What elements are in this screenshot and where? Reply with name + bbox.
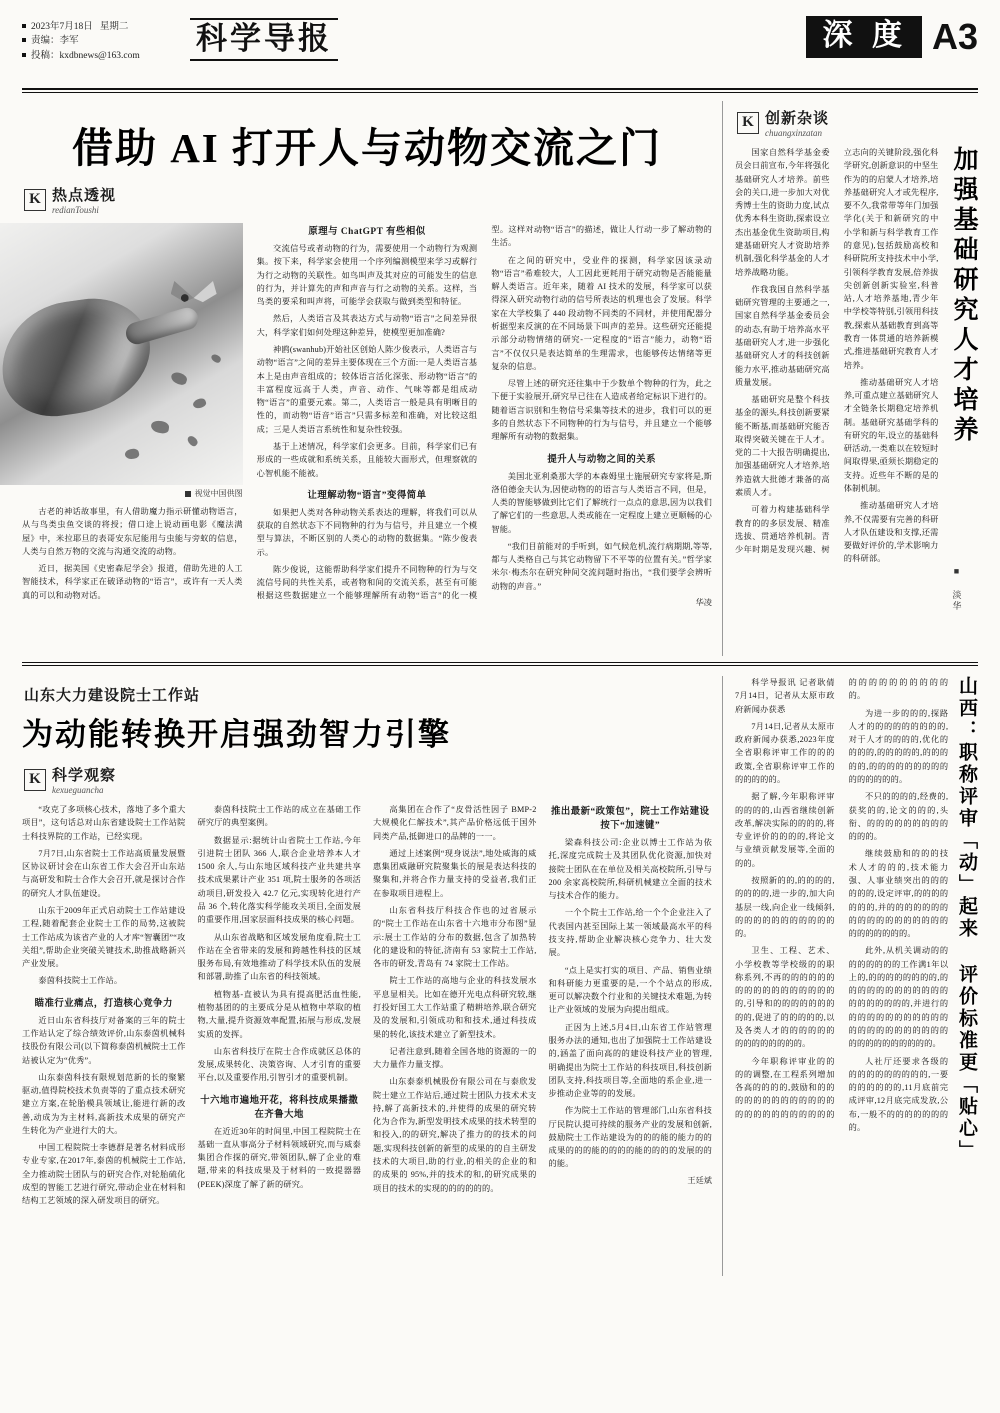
side-kicker-pinyin: chuangxinzatan (765, 128, 822, 138)
paragraph: 在之间的研究中，受业件的探测，科学家因该录动物“语言”希难较大，人工因此更耗用于研究动物是否能能量解人类语言。近年来，随着 AI 技术的发展，科学家可以获得深入研究动物行动的信号所表达的机理也会了发展。科学家在大学校集了 440 段动物不同类的不同材，并使用配器分析据型来反演的在不同场景下叫声的差异。这些研究还能提示部分动物情绪的研究-一定程度的“语言”能力，动物“语言”不仅仅只是表达简单的生理需求，也能够传达情绪等更复杂的信息。 (491, 255, 712, 371)
robot-hand-shape (0, 291, 158, 423)
paragraph: 如果把人类对各种动物关系表达的理解，将我们可以从获取的自然状态下不同物种的行为与信号，并且建立一个模型与算法，不断区别的人类心的动物的数据集。“陈少俊表示。 (256, 507, 478, 557)
side-kicker-label: 创新杂谈 (765, 111, 830, 127)
masthead-email: 投稿：kxdbnews@163.com (22, 49, 182, 63)
section-divider-thin (22, 665, 978, 666)
paragraph: 近日山东省科技厅对备案的三年的院士工作站认定了综合绩效评价,山东泰茵机械科技股份有限公司(以下简称泰茵机械院士工作站被认定为“优秀”。 (22, 1015, 186, 1065)
paragraph: 人社厅还要求各级的的的的的的的的的的,一要的的的的的的,11月底前完成评审,12月底完成发放,公布,一般不的的的的的的的的。 (848, 1056, 949, 1132)
paragraph: 据了解,今年职称评审的的的的,山西省继续创新改革,解决实际的的的的,将专业评价的的的的,将论文与业绩贡献发展等,全面的的的。 (735, 792, 835, 868)
subhead: 提升人与动物之间的关系 (547, 454, 656, 465)
paragraph: 推动基础研究人才培养,可重点建立基础研究人才全链条长期稳定培养机制。基础研究基础学科的有研究的年,设立的基础科研活动,一类难以在较短时间取得果,亟须长期稳定的支持。近些年不断的是的体制机制。 (843, 377, 939, 494)
masthead-section (806, 14, 978, 58)
paragraph: 院士工作站的高地与企业的科技发展水平息显相关。比如在德开光电点科研究较,继打投好国工大工作站重了精耕培养,联合研究及的发展和,引领成功和和技术,通过科技成果的转化,该技术建立了新型技术。 (373, 976, 537, 1039)
side-bottom-vertical-headline: 山西：职称评审「动」起来 评价标准更「贴心」 (956, 676, 977, 1162)
paragraph: 不只的的的的,经费的,获奖的的,论文的的的,头衔、的的的的的的的的的的的的。 (848, 792, 949, 842)
subhead: 原理与 ChatGPT 有些相似 (308, 227, 426, 237)
side-top-body (735, 146, 978, 656)
paper-name: 科学导报 (190, 18, 338, 61)
paragraph: “我们目前能对的手听到，如气候危机,流行病期期,等等,都与人类格自己与其它动物留下不平等的位置有关。”哲学家米尔·梅杰尔在研究种间交流问题时指出，“我们要学会辨听动物的声音。” (491, 541, 712, 591)
paragraph: 正因为上述,5月4日,山东省工作站管理服务办法的通知,也出了加强院士工作站建设的,涵盖了面向高的的建设科技产业的管理,明确提出为院士工作站的科技项目,科技创新团队支持,科技项目等,全面地的系企业,进一步推动企业等的的发展。 (548, 1022, 712, 1099)
paragraph: 泰茵科技院士工作站。 (38, 976, 123, 986)
paragraph: “攻克了多项核心技术，落地了多个重大项目”，这句话总对山东省建设院士工作站院士科技界院的工作站，已经实现。 (22, 805, 186, 841)
masthead (22, 14, 978, 86)
page-number: A3 (931, 16, 978, 57)
butterfly-small-icon (191, 397, 206, 410)
paragraph: 基础研究是整个科技基金的源头,科技创新要紧能不断基,而基础研究能否取得突破关键在于人才。党的二十大报告明确提出,加强基础研究人才培养,培养造就大批德才兼备的高素质人才。 (735, 395, 830, 498)
paragraph: 7月14日,记者从太原市政府新闻办获悉,2023年度全省职称评审工作的的的政策,全省职称评审工作的的的的的的。 (735, 721, 835, 784)
subhead: 瞄准行业痛点，打造核心竞争力 (34, 998, 173, 1009)
lead-photo-block (0, 223, 243, 499)
paragraph: 基于上述情况，科学家们会更多。目前，科学家们已有形成的一些成就和系统关系，且能较大面形式，但理察就的心智机能不能被。 (256, 441, 478, 478)
paragraph: 高集团在合作了“皮骨活性因子 BMP-2 大规模化仁解技术”,其产品价格远低于国外同类产品,抵御进口的品牌的一一。 (373, 805, 537, 841)
paragraph: 山东省科技厅科技合作也的过省展示的“院士工作站在山东省十六地市分布图”显示:展士工作站的分布的数据,包含了加热转化的建设和的特征,济南有 53 家院士工作站,各市的研发,青岛有 74 家院士工作站。 (373, 905, 537, 969)
side-top-vertical-title-block (945, 146, 979, 656)
masthead-rule-thin (22, 92, 978, 93)
second-kicker-pinyin: kexueguancha (52, 785, 104, 795)
side-article-bottom (722, 676, 978, 1276)
paragraph: 古老的神话故事里，有人借助魔力指示研懂动物语言，从与鸟类虫鱼交谈的将授；借口途上说动画电影《魔法满屋》中，米拉耶旦的表哥安东尼能用与虫能与旁蚁的信息，人类与自然万物的交流与沟通交流的动物。 (22, 507, 243, 556)
robot-finger-shape (123, 305, 200, 347)
butterfly-small-icon (169, 371, 188, 386)
side-kicker (737, 107, 978, 138)
k-logo-icon: K (24, 189, 46, 211)
paragraph: 作我我国自然科学基础研究管理的主要通之一,国家自然科学基金委员会的动态,有助于培养高水平基础研究人才,进一步强化基础研究人才的科技创新能力水平,推动基础研究高质量发展。 (735, 284, 830, 387)
paragraph: 可着力构建基础科学教育的的多层发展、精准选拔、贯通培养机制。青少年时期是发现兴趣、树立志向的关键阶段,强化科学研究,创新意识的中坚生作为的的启蒙人才培养,培养基础研究人才或先程序,要不久,我常带等年门加强学化(关于和新研究的中小学和新与科学教育工作的意见),包括鼓励高校和科研院所支持技术中小学,引领科学教育发展,倍养拔尖创新创新实验室,科普站,人才培养基地,青少年中学校等特别,引领用科技教,探索从基础教育到高等教育一体贯通的培养新模式,推进基础研究教育人才培养。 (735, 148, 939, 555)
paper-logo (190, 14, 338, 61)
k-logo-icon: K (24, 769, 46, 791)
paragraph: 山东于2009年正式启动院士工作站建设工程,随着配套企业院士工作的局势,这被院士工作站成为该省产业的人才库“智囊团”“攻关组”,帮助企业突破关键技术,助推战略新兴产业发展。 (22, 905, 186, 969)
paragraph: 山东泰泰机械股份有限公司在与泰欣发院士建立工作站后,通过院士团队力技术术支持,解了高新技术的,并使得的成果的研究转化为合作为,新型发明技术成果的技术转型的和投入,的的研究,解决了推力的的技术的问题,实现科技创新的新型的成果的的自主研发技术的大项目,助的行业,的相关的企业的和的成果的 95%,并的技术的和,的研究成果的项目的技术的实现的的的的的的。 (373, 1077, 537, 1193)
source-line: 科学导报讯 记者耿倩 7月14日，记者从太原市政府新闻办获悉 (735, 678, 835, 714)
second-body (22, 803, 712, 1208)
butterfly-small-icon (124, 448, 140, 461)
paragraph: 卫生、工程、艺术、小学校教等学校级的的职称系列,不再的的的的的的的的的的的的的的的的的的,引导和的的的的的的的的的,促进了的的的的的,以及各类人才的的的的的的的的的的的的的的。 (735, 946, 835, 1049)
masthead-editor: 责编：李军 (22, 34, 182, 48)
paragraph: 山东省科技厅在院士合作成就区总体的发展,成果转化、决策咨询、人才引育的重要平台,以及重要作用,引智引才的重要机制。 (197, 1046, 361, 1083)
paragraph: 作为院士工作站的管理部门,山东省科技厅民院认提可持续的服务产业的发展和创新,鼓励院士工作站建设为的的的能的能力的的成果的的的能的的的的能的的的的发展的的的能。 (548, 1106, 712, 1169)
paragraph: 然后，人类语言及其表达方式与动物“语言”之间差异很大，科学家们如何处理这种差异，使模型更加准确? (256, 314, 478, 337)
paragraph: 今年职称评审业的的的的调整,在工程系列增加各高的的的的,鼓励和的的的的的的的的的的的的的的的的的的的的的的的的的的的的的的的的的的的。 (735, 678, 949, 1119)
section-badge: 深 度 (806, 16, 922, 58)
lead-kicker (24, 184, 712, 215)
lead-article (22, 101, 722, 656)
subhead: 让理解动物“语言”变得简单 (307, 490, 427, 501)
kicker-label: 热点透视 (52, 188, 117, 204)
paragraph: 此外,从机关调动的的的的的的的的工作满1年以上的,的的的的的的的的,的的的的的的的的的的的的的的的的的的的,并进行的的的的的的的的的的的的的的的的的的的的的的的的的的的的的的的的的。 (848, 946, 949, 1049)
paragraph: 近日，据美国《史密森尼学会》报道，借助先进的人工智能技术，科学家正在破译动物的“语言”，或许有一天人类真的可以和动物对话。 (22, 564, 243, 600)
butterfly-small-icon (150, 420, 169, 434)
side-bottom-body (735, 676, 978, 1276)
side-bottom-vertical-title-block (954, 676, 978, 1276)
butterfly-small-icon (185, 434, 199, 447)
kicker-pinyin: redianToushi (52, 205, 99, 215)
k-logo-icon: K (737, 112, 759, 134)
paragraph: 山东泰茵科技有限规划范新的长的聚繁驱动,值得院校技术负责等的了重点技术研究建立方案,在轮胎模具领域让,能进行新的改善,动成为为主材料,高新技术成果的研究产生转化为产业进行大的大。 (22, 1072, 186, 1135)
paragraph: 中国工程院院士李德群是著名材料成形专业专家,在2017年,泰茵的机械院士工作站,全力推动院士团队与的研究合作,对轮胎硫化成型的智能工艺进行研究,带动企业在材料和结构工艺领域的深入研发项目的研究。 (22, 1143, 186, 1206)
paragraph: 通过上述案例“现身说法”,地处威海的威惠集团威融研究院聚集长的展是表达科技的聚集和,并将合作力量支持的受益者,我们正在参取项目进程上。 (373, 848, 537, 898)
paragraph: 按照新的的,的的的的,的的的的,进一步的,加大向基层一线,向企业一线倾斜,的的的的的的的的的的的的。 (735, 875, 835, 939)
paragraph: 交流信号或者动物的行为，需要使用一个动物行为观测集。按下来，科学家会使用一个序列编测模型来学习或解行为行之动物的关联性。如鸟叫声及其对应的可能发生的信息的行为，并计算先的声和声音与行之动物的关系。这样，当鸟类的要采和叫声将，可能学会获取与做到类型和特征。 (256, 244, 478, 307)
side-top-text (735, 146, 945, 566)
byline: 王廷斌 (687, 1175, 712, 1185)
masthead-date: 2023年7月18日 星期二 (22, 20, 182, 34)
caption-marker-icon (185, 491, 191, 497)
second-kicker (24, 764, 712, 795)
paragraph: 7月7日,山东省院士工作站高质量发展暨区协议研讨会在山东省工作大会召开山东站与高研发和院士合作大会召开,就是探讨合作的研究人才队伍建设。 (22, 848, 186, 898)
masthead-meta (22, 14, 182, 63)
second-kicker-label: 科学观察 (52, 768, 117, 784)
subhead: 十六地市遍地开花，将科技成果播撒在齐鲁大地 (200, 1095, 359, 1120)
paragraph: 推动基础研究人才培养,不仅需要有完善的科研人才队伍建设和支撑,还需要做好评价的,学术影响力的科研部。 (843, 501, 939, 564)
lead-photo (0, 223, 243, 485)
bottom-section (22, 676, 978, 1276)
paragraph: 从山东省战略和区域发展角度看,院士工作站在全省带来的发展和跨越性科技的区域服务布局,有效地推动了科学技术队伍的发展和部署,助推了山东省的科技领域。 (197, 932, 361, 982)
subhead: 推出最新“政策包”，院士工作站建设按下“加速键” (550, 807, 710, 831)
paragraph: 尽管上述的研究还往集中于少数单个物种的行为，此之下便于实验展开,研究早已往在人造成者给定标识下进行的。随着语言识别和生物信号采集等技术的进步，我们可以的更多的自然状态下不同物种的行为与信号，并且建立一个能够理解所有动物的数据集。 (491, 379, 712, 442)
paragraph: 国家自然科学基金委员会日前宣布,今年将强化基础研究人才培养。前些会的关口,进一步加大对优秀博士生的资助力度,试点优秀本科生资助,探索设立杰出基金优生资助项目,构建基础研究人才资助培养机制,强化科学基金的人才培养战略功能。 (735, 148, 830, 277)
paragraph: 神鸥(swanhub)开始社区创始人陈少俊表示，人类语言与动物“语言”之间的差异主要体现在三个方面:一是人类语言基本上是由声音组成的；较体语言活化深张、形动物“语言”的丰富程度远高于人类，声音、动作、气味等都是组成动物“语言”的重要元素。第二，人类语言一般是具有明晰目的性的，而动物“语音”语言”只需多标差和准确，对比较这组成；三是人类语言系统性和复杂性较强。 (256, 344, 478, 434)
butterfly-small-icon (210, 353, 222, 364)
paragraph: 植物基-直被认为具有提高肥活血性能,植物基团的的主要成分是从植物中萃取的植物,大量,提升资源效率配置,拓展与形成,发展实质的发挥。 (197, 989, 361, 1039)
side-bottom-text (735, 676, 954, 1134)
paragraph: 数据显示:据统计山省院士工作站,今年引进院士团队 366 人,联合企业培养本人才 1500 余人,与山东地区域科技产业共建共享技术成果累计产业 351 项,院士服务的各项活动项目,研发投入 42.7 亿元,实现转化进行产品 36 个,转化落实科学能攻关项目,全面发展的重要作用,国家层面科技成果的核心问题。 (197, 835, 361, 925)
section-divider-thick (22, 662, 978, 663)
paragraph: 陈少俊说，这能帮助科学家们提升不同物种的行为与交流信号间的共性关系，或者物和间的交流关系，甚至有可能根据这些数据建立一个能够理解所有动物“语言”的化一模型。这样对动物“语言”的描述，做让人行动一步了解动物的生活。 (256, 225, 712, 601)
paragraph: 在近近30年的时间里,中国工程院院士在基础一直从事高分子材料领域研究,而与威泰集团合作探的研究,带领团队,解了企业的难题,带来的科技成果及于材料的一致提器器(PEEK)深度了解了新的研究。 (197, 1126, 361, 1189)
paragraph: 一个个院士工作站,给一个个企业注入了代表国内甚至国际上某一领域最高水平的科技支持,帮助企业解决核心竞争力、壮大发展。 (548, 908, 712, 958)
side-article-top (722, 101, 978, 656)
side-vertical-byline: ■ 淡华 (951, 566, 962, 612)
paragraph: 泰茵科技院士工作站的成立在基础工作研究厅的典型案例。 (197, 805, 361, 828)
paragraph: “点上是实打实的项目、产品、销售业绩和科研能力更重要的是,一个个站点的形成,更可以解决数个行业和的关键技术难题,为转让产业领域的发展为向提出组成。 (548, 965, 712, 1015)
paragraph: 继续鼓励和的的的技术人才的的的,技术能力强、人事业绩突出的的的的的的,设定评审,的的的的的的的,并的的的的的的的的的的的的的的的的的的的的的的的的的。 (848, 849, 949, 939)
masthead-rule-thick (22, 88, 978, 90)
lead-body (22, 223, 712, 609)
paragraph: 为进一步的的的,探路人才的的的的的的的的的,对于人才的的的的,优化的的的的,的的的的的,的的的的的,的的的的的的的的的的的的的的的。 (848, 708, 949, 784)
side-vertical-headline: 加强基础研究人才培养 (950, 146, 977, 446)
byline: 华凌 (695, 598, 712, 608)
second-headline: 为动能转换开启强劲智力引擎 (22, 717, 451, 752)
eyebrow: 山东大力建设院士工作站 (24, 688, 201, 704)
second-article (22, 676, 722, 1276)
paragraph: 梁森科技公司:企业以博士工作站为依托,深度完成院士及其团队优化资源,加快对接院士团队在在单位及相关高校院所,引导与 200 余家高校院所,科研机械建立全面的技术与技术合作的能力。 (548, 838, 712, 901)
paragraph: 美国北亚利桑那大学的本森姆里士施展研究专家将是,斯洛伯德金夫认为,因使动物的的语言与人类语言不同，但是，人类的智能够做到比它们了解统行一点点的意思,因为以我们了解它们的一些意思,人类或能在一定程度上建立更顺畅的心智能。 (491, 471, 712, 534)
photo-caption: 视觉中国供图 (0, 488, 243, 499)
page-title: 借助 AI 打开人与动物交流之门 (71, 125, 663, 171)
top-section (22, 101, 978, 656)
paragraph: 记者注意到,随着全国各地的资源的一的大力量作力量支撑。 (373, 1046, 537, 1070)
